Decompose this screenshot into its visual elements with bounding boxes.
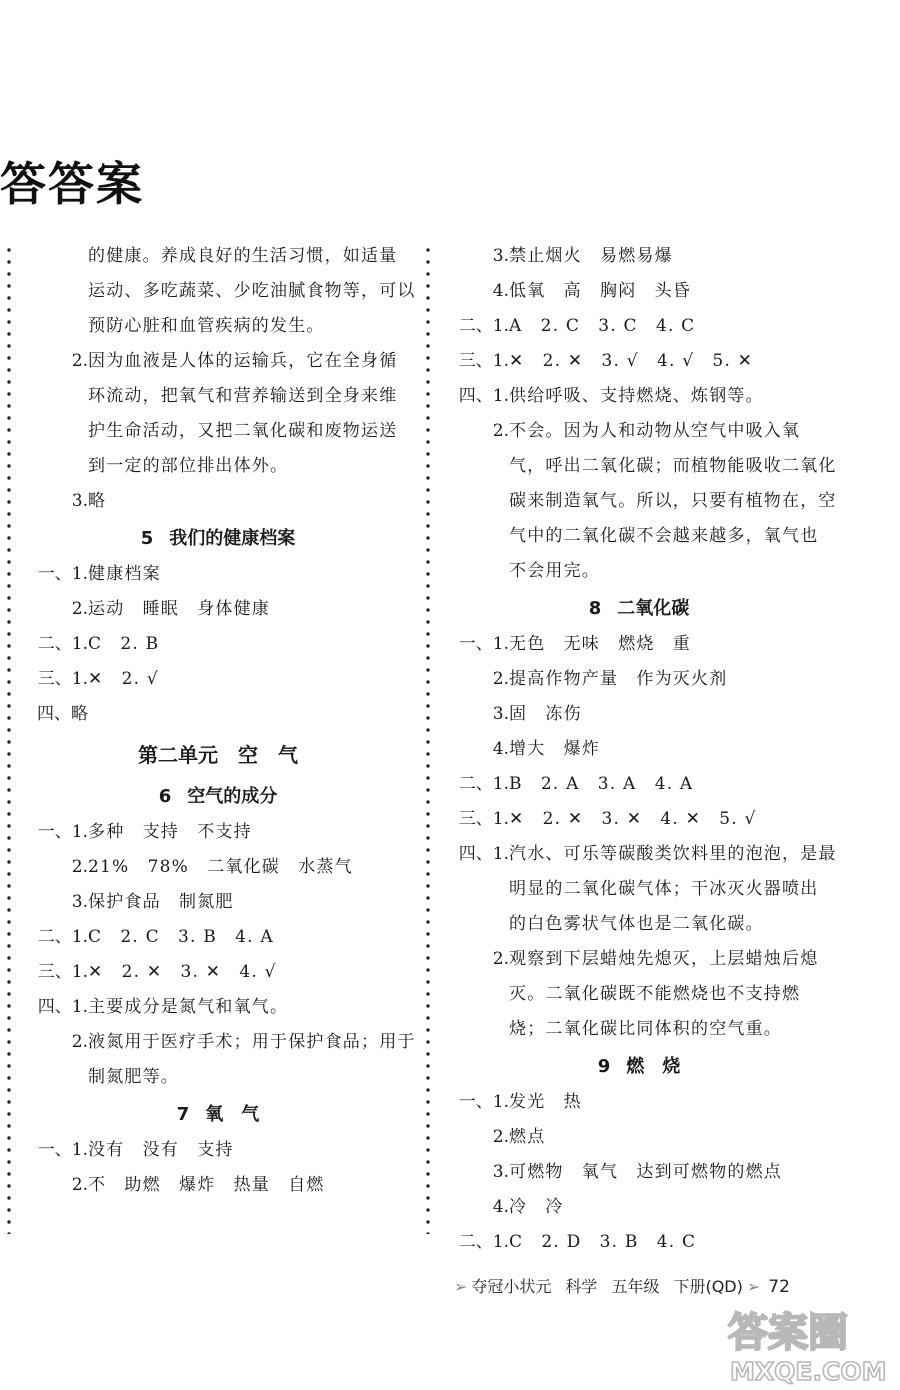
dotted-divider-left <box>7 244 11 1234</box>
answer-label: 3. <box>492 1162 509 1182</box>
answer-label: 3. <box>71 892 88 912</box>
answer-line <box>449 1085 829 1120</box>
answer-line <box>28 697 408 732</box>
answer-text: B 2. A 3. A 4. A <box>509 774 694 794</box>
answer-label: 一、1. <box>37 564 88 584</box>
page-number: 72 <box>768 1277 790 1297</box>
answer-continuation: 运动、多吃蔬菜、少吃油腻食物等，可以 <box>88 281 416 301</box>
answer-text: 保护食品 制氮肥 <box>88 892 234 912</box>
answer-line <box>28 850 408 885</box>
footer-grade: 五年级 <box>611 1277 660 1296</box>
answer-text: 无色 无味 燃烧 重 <box>509 634 691 654</box>
lesson-title: 空气的成分 <box>187 786 278 807</box>
answer-continuation: 环流动，把氧气和营养输送到全身来维 <box>88 386 398 406</box>
answer-label: 一、1. <box>458 634 509 654</box>
answer-line <box>28 1133 408 1168</box>
answer-label: 2. <box>71 351 88 371</box>
answer-label: 2. <box>492 421 509 441</box>
answer-line <box>28 557 408 592</box>
answer-text: 多种 支持 不支持 <box>88 822 252 842</box>
watermark-logo <box>718 1300 894 1386</box>
answer-line <box>28 592 408 627</box>
lesson-title: 燃 烧 <box>626 1056 681 1077</box>
answer-label: 一、1. <box>37 822 88 842</box>
page-footer <box>450 1274 790 1297</box>
answer-text: 供给呼吸、支持燃烧、炼钢等。 <box>509 386 764 406</box>
answer-label: 一、1. <box>458 1092 509 1112</box>
answer-label: 2. <box>71 857 88 877</box>
answer-label: 三、1. <box>37 962 88 982</box>
answer-label: 三、1. <box>458 809 509 829</box>
lesson-number: 5 <box>140 528 154 549</box>
answer-text: C 2. D 3. B 4. C <box>509 1232 697 1252</box>
left-column <box>28 239 416 1203</box>
lesson-heading <box>28 777 408 815</box>
answer-text: 21% 78% 二氧化碳 水蒸气 <box>88 857 353 877</box>
lesson-title: 氧 气 <box>205 1104 260 1125</box>
answer-line <box>28 627 408 662</box>
answer-text: A 2. C 3. C 4. C <box>509 316 696 336</box>
answer-text: 不 助燃 爆炸 热量 自燃 <box>88 1175 325 1195</box>
answer-continuation: 不会用完。 <box>509 561 600 581</box>
lesson-title: 我们的健康档案 <box>169 528 296 549</box>
answer-text: C 2. C 3. B 4. A <box>88 927 274 947</box>
lesson-heading <box>28 519 408 557</box>
answer-continuation: 预防心脏和血管疾病的发生。 <box>88 316 325 336</box>
answer-label: 2. <box>71 1032 88 1052</box>
answer-text: 没有 没有 支持 <box>88 1140 234 1160</box>
answer-label: 2. <box>71 599 88 619</box>
answer-line <box>449 309 829 344</box>
answer-text: 冷 冷 <box>509 1197 564 1217</box>
answer-text: 燃点 <box>509 1127 546 1147</box>
answer-line <box>449 1190 829 1225</box>
answer-continuation: 护生命活动，又把二氧化碳和废物运送 <box>88 421 398 441</box>
arrow-icon: ➢ <box>454 1277 468 1296</box>
answer-label: 二、1. <box>37 634 88 654</box>
answer-line <box>449 837 837 872</box>
answer-line <box>449 274 829 309</box>
answer-label: 2. <box>492 1127 509 1147</box>
answer-label: 四、略 <box>37 704 88 724</box>
answer-continuation: 碳来制造氧气。所以，只要有植物在，空 <box>509 491 837 511</box>
answer-line <box>449 627 829 662</box>
answer-label: 四、1. <box>458 386 509 406</box>
answer-line <box>28 990 408 1025</box>
right-column <box>449 239 837 1260</box>
unit-heading: 第二单元 空 气 <box>138 743 298 767</box>
answer-text: 不会。因为人和动物从空气中吸入氧 <box>509 421 801 441</box>
lesson-heading <box>449 1047 829 1085</box>
answer-continuation: 明显的二氧化碳气体；干冰灭火器喷出 <box>509 879 819 899</box>
answer-text: 可燃物 氧气 达到可燃物的燃点 <box>509 1162 782 1182</box>
answer-text: 发光 热 <box>509 1092 582 1112</box>
answer-label: 三、1. <box>37 669 88 689</box>
answer-line <box>28 484 408 519</box>
answer-text: C 2. B <box>88 634 160 654</box>
answer-text: 观察到下层蜡烛先熄灭，上层蜡烛后熄 <box>509 949 819 969</box>
answer-text: 健康档案 <box>88 564 161 584</box>
footer-term: 下册(QD) <box>673 1277 743 1296</box>
answer-continuation: 气，呼出二氧化碳；而植物能吸收二氧化 <box>509 456 837 476</box>
answer-line <box>28 885 408 920</box>
answer-text: 低氧 高 胸闷 头昏 <box>509 281 691 301</box>
arrow-icon: ➢ <box>746 1277 761 1296</box>
answer-line <box>28 344 408 379</box>
answer-label: 三、1. <box>458 351 509 371</box>
answer-label: 4. <box>492 739 509 759</box>
answer-label: 二、1. <box>458 316 509 336</box>
answer-label: 3. <box>492 704 509 724</box>
dotted-divider-middle <box>426 244 430 1234</box>
answer-label: 2. <box>492 669 509 689</box>
answer-text: 液氮用于医疗手术；用于保护食品；用于 <box>88 1032 416 1052</box>
answer-text: ✕ 2. √ <box>88 669 159 689</box>
answer-line <box>28 662 408 697</box>
answer-label: 3. <box>71 491 88 511</box>
answer-continuation: 的白色雾状气体也是二氧化碳。 <box>509 914 764 934</box>
footer-book-title: 夺冠小状元 <box>471 1277 552 1296</box>
answer-label: 四、1. <box>458 844 509 864</box>
answer-line <box>28 955 408 990</box>
watermark-text-top: 答案圈 <box>728 1310 848 1356</box>
answer-text: ✕ 2. ✕ 3. ✕ 4. √ <box>88 962 277 982</box>
answer-text: 增大 爆炸 <box>509 739 600 759</box>
page-title: 答答案 <box>0 157 144 211</box>
answer-line <box>449 732 829 767</box>
answer-line <box>449 1155 829 1190</box>
answer-continuation: 制氮肥等。 <box>88 1067 179 1087</box>
answer-line <box>449 942 829 977</box>
answer-label: 一、1. <box>37 1140 88 1160</box>
lesson-number: 6 <box>158 786 172 807</box>
answer-label: 二、1. <box>458 1232 509 1252</box>
answer-text: 汽水、可乐等碳酸类饮料里的泡泡，是最 <box>509 844 837 864</box>
answer-line <box>449 344 829 379</box>
answer-line <box>449 767 829 802</box>
answer-text: 主要成分是氮气和氧气。 <box>88 997 289 1017</box>
answer-line <box>449 697 829 732</box>
answer-label: 2. <box>71 1175 88 1195</box>
answer-label: 二、1. <box>458 774 509 794</box>
answer-line <box>449 379 829 414</box>
answer-continuation: 灭。二氧化碳既不能燃烧也不支持燃 <box>509 984 801 1004</box>
answer-label: 4. <box>492 1197 509 1217</box>
answer-continuation: 到一定的部位排出体外。 <box>88 456 289 476</box>
answer-label: 二、1. <box>37 927 88 947</box>
answer-text: ✕ 2. ✕ 3. ✕ 4. ✕ 5. √ <box>509 809 757 829</box>
answer-continuation: 气中的二氧化碳不会越来越多，氧气也 <box>509 526 819 546</box>
answer-text: 禁止烟火 易燃易爆 <box>509 246 673 266</box>
answer-text: ✕ 2. ✕ 3. √ 4. √ 5. ✕ <box>509 351 754 371</box>
answer-text: 提高作物产量 作为灭火剂 <box>509 669 728 689</box>
answer-line <box>449 239 829 274</box>
answer-line <box>449 802 829 837</box>
answer-line <box>449 1225 829 1260</box>
answer-text: 运动 睡眠 身体健康 <box>88 599 270 619</box>
footer-subject: 科学 <box>565 1277 598 1296</box>
answer-line <box>28 815 408 850</box>
lesson-heading <box>28 1095 408 1133</box>
answer-label: 四、1. <box>37 997 88 1017</box>
answer-continuation: 烧；二氧化碳比同体积的空气重。 <box>509 1019 782 1039</box>
answer-label: 3. <box>492 246 509 266</box>
answer-text: 固 冻伤 <box>509 704 582 724</box>
lesson-number: 8 <box>588 598 602 619</box>
answer-line <box>28 1025 416 1060</box>
answer-line <box>28 920 408 955</box>
answer-label: 2. <box>492 949 509 969</box>
answer-label: 4. <box>492 281 509 301</box>
answer-text: 略 <box>88 491 107 511</box>
answer-continuation: 的健康。养成良好的生活习惯，如适量 <box>88 246 398 266</box>
lesson-number: 7 <box>176 1104 190 1125</box>
answer-text: 因为血液是人体的运输兵，它在全身循 <box>88 351 398 371</box>
answer-line <box>449 414 829 449</box>
answer-line <box>28 1168 408 1203</box>
answer-line <box>449 1120 829 1155</box>
lesson-heading <box>449 589 829 627</box>
watermark-text-bottom: MXQE.COM <box>730 1357 887 1386</box>
lesson-number: 9 <box>597 1056 611 1077</box>
lesson-title: 二氧化碳 <box>617 598 690 619</box>
answer-line <box>449 662 829 697</box>
